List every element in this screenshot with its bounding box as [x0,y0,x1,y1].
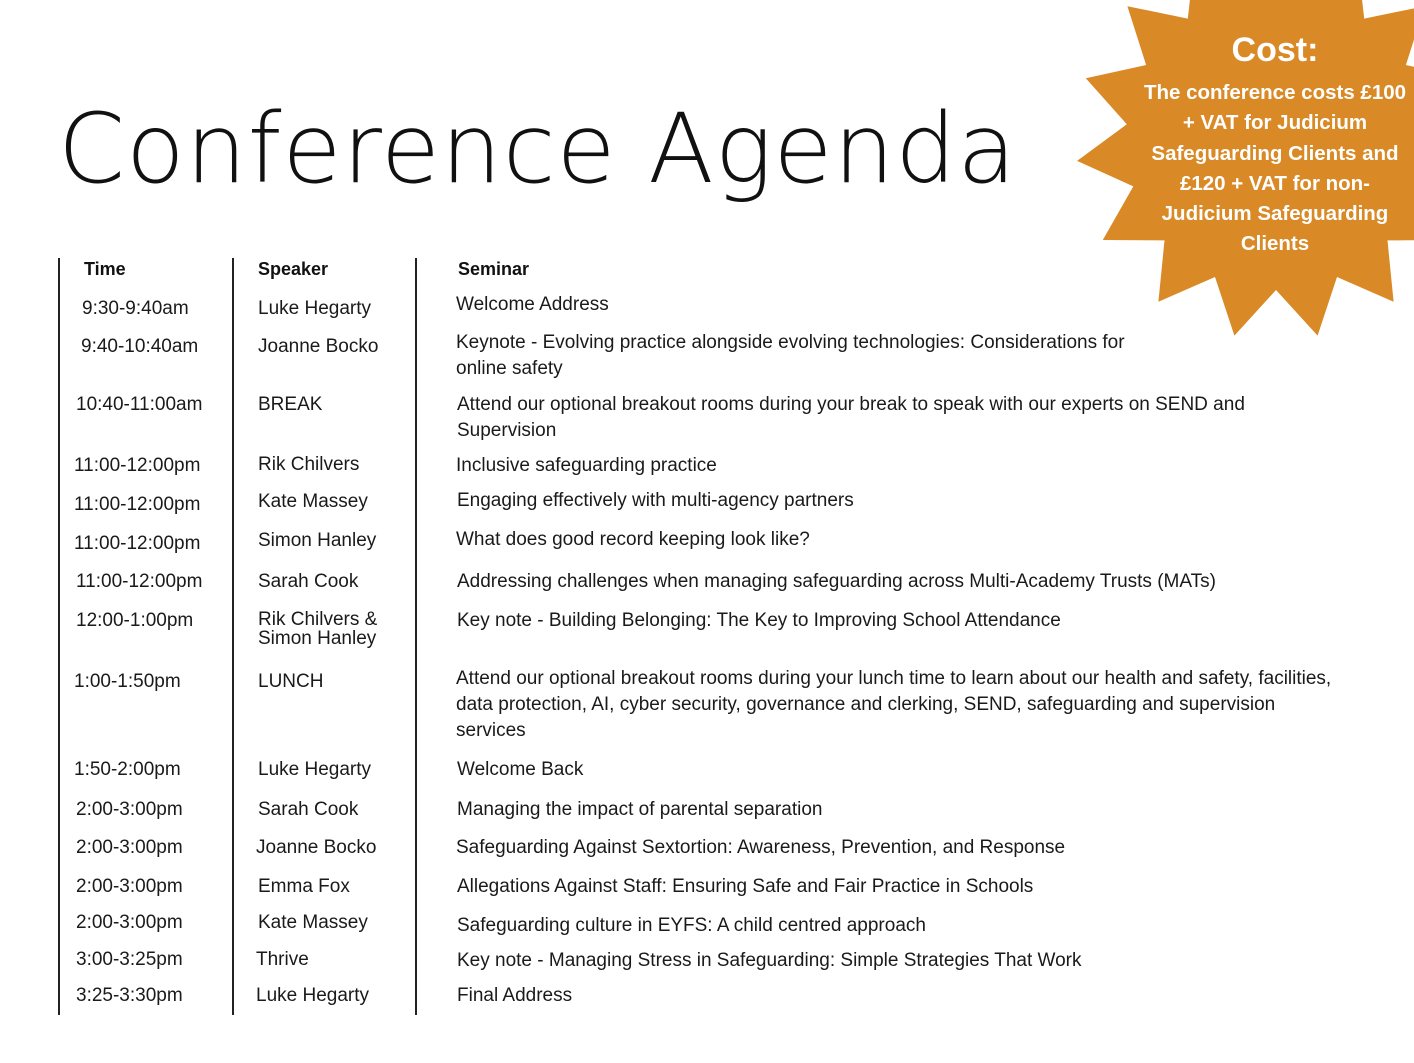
seminar-cell: Welcome Address [456,294,609,315]
cost-callout [1136,30,1414,260]
speaker-cell: Sarah Cook [258,799,359,820]
cost-heading: Cost: [1231,31,1319,69]
seminar-cell: Final Address [457,985,573,1006]
speaker-cell: Luke Hegarty [258,298,372,319]
column-header-time: Time [84,259,126,279]
seminar-cell: Safeguarding culture in EYFS: A child centred approach [457,915,926,936]
speaker-cell: Luke Hegarty [256,985,370,1006]
time-cell: 11:00-12:00pm [74,455,201,476]
seminar-cell: Welcome Back [457,759,584,780]
column-header-seminar: Seminar [458,259,530,279]
speaker-cell: Kate Massey [258,491,368,512]
time-cell: 3:25-3:30pm [76,985,183,1006]
speaker-cell: Thrive [256,949,309,970]
time-cell: 9:30-9:40am [82,298,189,319]
speaker-cell: Joanne Bocko [256,837,377,858]
speaker-cell: Joanne Bocko [258,336,379,357]
speaker-cell: LUNCH [258,671,324,692]
speaker-cell: Simon Hanley [258,530,377,551]
seminar-cell: Managing the impact of parental separation [457,799,823,820]
speaker-cell: Kate Massey [258,912,368,933]
seminar-cell: Safeguarding Against Sextortion: Awareness, Prevention, and Response [456,837,1066,858]
speaker-cell: Luke Hegarty [258,759,372,780]
speaker-cell: Emma Fox [258,876,350,897]
seminar-cell: Attend our optional breakout rooms during your lunch time to learn about our health and safety, facilities, data protection, AI, cyber security, governance and clerking, SEND, safeguarding and supervision services [456,668,1332,741]
seminar-cell: Keynote - Evolving practice alongside evolving technologies: Considerations for online safety [456,332,1125,379]
column-divider-left [58,258,60,1015]
time-cell: 11:00-12:00pm [74,494,201,515]
column-header-speaker: Speaker [258,259,329,279]
seminar-cell: Attend our optional breakout rooms during your break to speak with our experts on SEND and Supervision [457,394,1245,441]
speaker-cell: Rik Chilvers & Simon Hanley [258,609,378,649]
time-cell: 2:00-3:00pm [76,799,183,820]
seminar-cell: Allegations Against Staff: Ensuring Safe and Fair Practice in Schools [457,876,1034,897]
time-cell: 11:00-12:00pm [74,533,201,554]
cost-text: The conference costs £100 + VAT for Judicium Safeguarding Clients and £120 + VAT for non-Judicium Safeguarding Clients [1143,81,1407,256]
seminar-cell: Inclusive safeguarding practice [456,455,717,476]
seminar-cell: What does good record keeping look like? [456,529,810,550]
seminar-cell: Engaging effectively with multi-agency partners [457,490,854,511]
speaker-cell: Sarah Cook [258,571,359,592]
time-cell: 2:00-3:00pm [76,876,183,897]
page-title: Conference Agenda [58,93,1018,205]
time-cell: 9:40-10:40am [81,336,199,357]
column-divider-time-speaker [232,258,234,1015]
time-cell: 3:00-3:25pm [76,949,183,970]
time-cell: 1:00-1:50pm [74,671,181,692]
speaker-cell: Rik Chilvers [258,454,360,475]
time-cell: 10:40-11:00am [76,394,203,415]
time-cell: 2:00-3:00pm [76,912,183,933]
seminar-cell: Key note - Building Belonging: The Key to Improving School Attendance [457,610,1061,631]
speaker-cell: BREAK [258,394,323,415]
seminar-cell: Addressing challenges when managing safeguarding across Multi-Academy Trusts (MATs) [457,571,1216,592]
time-cell: 2:00-3:00pm [76,837,183,858]
time-cell: 12:00-1:00pm [76,610,194,631]
time-cell: 11:00-12:00pm [76,571,203,592]
column-divider-speaker-seminar [415,258,417,1015]
seminar-cell: Key note - Managing Stress in Safeguarding: Simple Strategies That Work [457,950,1082,971]
time-cell: 1:50-2:00pm [74,759,181,780]
